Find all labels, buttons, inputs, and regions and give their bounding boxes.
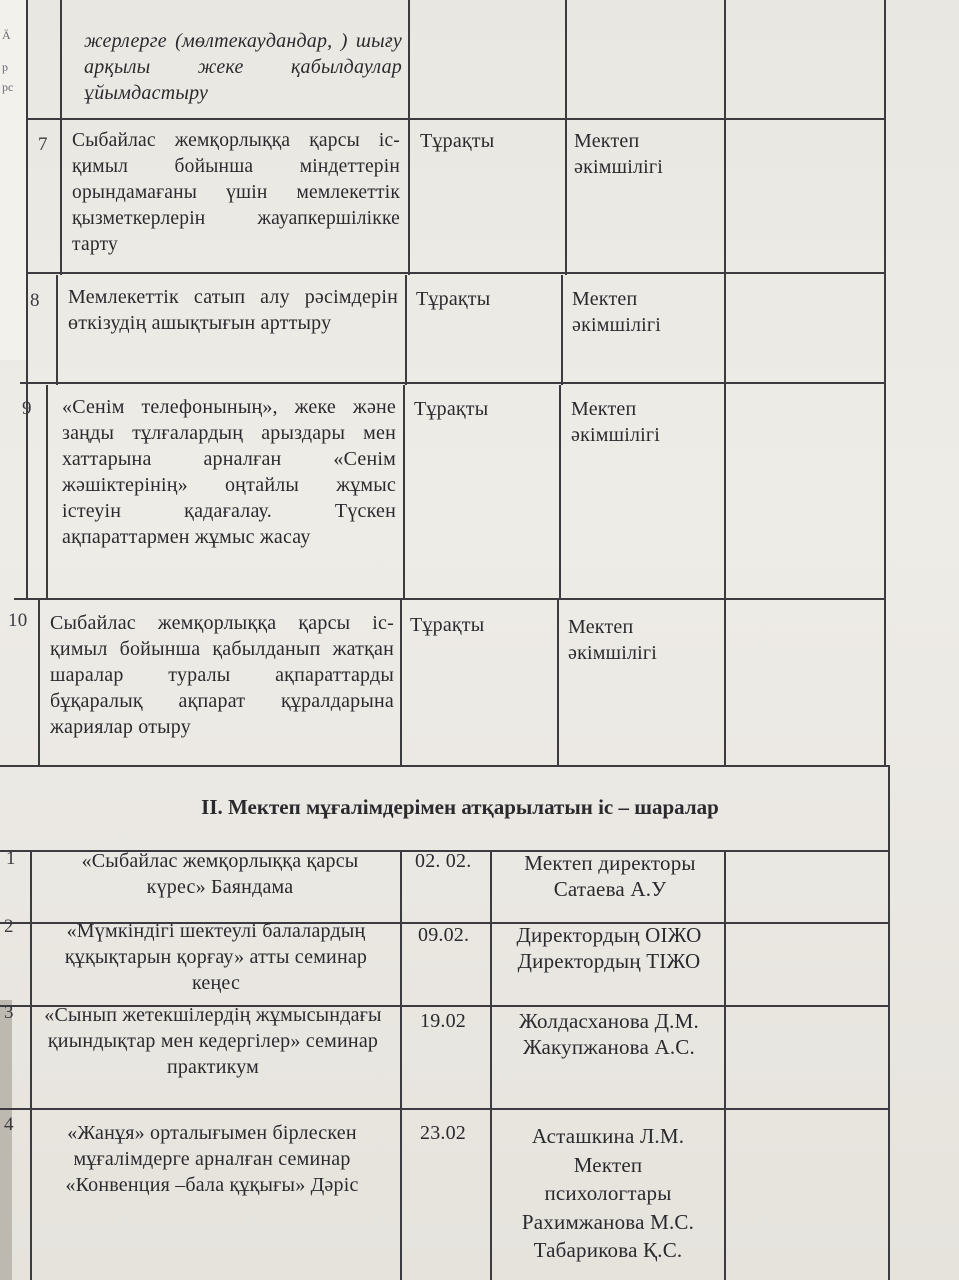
table-border: [26, 272, 886, 274]
page-shadow: [0, 1000, 12, 1280]
table-cell-deadline: Тұрақты: [414, 398, 489, 420]
table-cell-responsible: Жолдасханова Д.М. Жакупжанова А.С.: [519, 1009, 699, 1059]
table-cell-activity: жерлерге (мөлтекаудандар, ) шығу арқылы жеке қабылдаулар ұйымдастыру: [84, 30, 402, 104]
table-cell-date: 19.02: [420, 1010, 466, 1032]
table-cell-responsible: Мектеп әкімшілігі: [574, 130, 664, 178]
table-cell-activity: Мемлекеттік сатып алу рәсімдерін өткізудің ашықтығын арттыру: [68, 286, 398, 334]
table-cell-activity: Сыбайлас жемқорлыққа қарсы іс-қимыл бойынша қабылданып жатқан шаралар туралы ақпараттарды бұқаралық ақпарат құралдарына жариялар отыру: [50, 612, 394, 738]
table-border: [56, 275, 58, 385]
table-cell-number: 10: [8, 610, 28, 631]
table-border: [60, 0, 62, 275]
table-cell-responsible: Мектеп әкімшілігі: [572, 288, 662, 336]
table-cell-number: 4: [4, 1114, 14, 1135]
table-border: [888, 765, 890, 1280]
table-border: [561, 275, 563, 385]
table-cell-responsible: Мектеп директоры Сатаева А.У: [524, 851, 696, 901]
table-cell-deadline: Тұрақты: [420, 130, 495, 152]
table-border: [408, 0, 410, 275]
table-border: [403, 385, 405, 600]
table-cell-number: 8: [30, 290, 40, 311]
table-cell-number: 3: [4, 1002, 14, 1023]
table-cell-responsible: Мектеп әкімшілігі: [571, 398, 661, 446]
table-border: [0, 1108, 890, 1110]
table-border: [26, 0, 28, 600]
table-border: [14, 598, 886, 600]
table-border: [0, 765, 890, 767]
table-cell-activity: «Мүмкіндігі шектеулі балалардың құқықтарын қорғау» атты семинар кеңес: [64, 920, 368, 994]
table-border: [559, 385, 561, 600]
table-cell-activity: Сыбайлас жемқорлыққа қарсы іс-қимыл бойынша міндеттерін орындамағаны үшін мемлекеттік қызметкерлерін жауапкершілікке тарту: [72, 130, 400, 255]
previous-page-edge: [0, 0, 27, 360]
table-border: [26, 118, 886, 120]
table-border: [30, 850, 32, 1280]
table-cell-activity: «Сыбайлас жемқорлыққа қарсы күрес» Баяндама: [81, 850, 359, 898]
table-cell-number: 1: [6, 848, 16, 869]
table-cell-number: 9: [22, 398, 32, 419]
table-cell-activity: «Сенім телефонының», жеке және заңды тұлғалардың арыздары мен хаттарына арналған «Сенім жәшіктерінің» оңтайлы жұмыс істеуін қадағалау. Түскен ақпараттармен жұмыс жасау: [62, 396, 396, 548]
table-cell-deadline: Тұрақты: [410, 614, 485, 636]
table-cell-activity: «Сынып жетекшілердің жұмысындағы қиындықтар мен кедергілер» семинар практикум: [44, 1004, 382, 1078]
table-border: [557, 600, 559, 765]
table-cell-responsible: Директордың ОІЖО Директордың ТІЖО: [516, 923, 702, 973]
table-cell-activity: «Жанұя» орталығымен бірлескен мұғалімдерге арналған семинар «Конвенция –бала құқығы» Дәріс: [65, 1122, 359, 1196]
pen-mark: рс: [2, 80, 14, 94]
table-border: [405, 275, 407, 385]
table-border: [20, 382, 886, 384]
section-title: II. Мектеп мұғалімдерімен атқарылатын іс – шаралар: [201, 795, 719, 819]
table-border: [46, 385, 48, 600]
table-border: [490, 850, 492, 1280]
pen-mark: Ä: [2, 28, 11, 42]
table-border: [565, 0, 567, 275]
table-cell-date: 23.02: [420, 1122, 466, 1144]
table-cell-deadline: Тұрақты: [416, 288, 491, 310]
pen-mark: р: [2, 60, 8, 74]
table-cell-number: 2: [4, 916, 14, 937]
table-cell-date: 09.02.: [418, 924, 470, 946]
table-cell-responsible: Асташкина Л.М. Мектеп психологтары Рахимжанова М.С. Табарикова Қ.С.: [521, 1124, 695, 1262]
table-border: [38, 600, 40, 765]
table-border: [400, 600, 402, 765]
table-cell-responsible: Мектеп әкімшілігі: [568, 616, 658, 664]
table-border: [724, 850, 726, 1280]
table-border: [400, 850, 402, 1280]
table-cell-date: 02. 02.: [415, 850, 472, 872]
table-cell-number: 7: [38, 134, 48, 155]
